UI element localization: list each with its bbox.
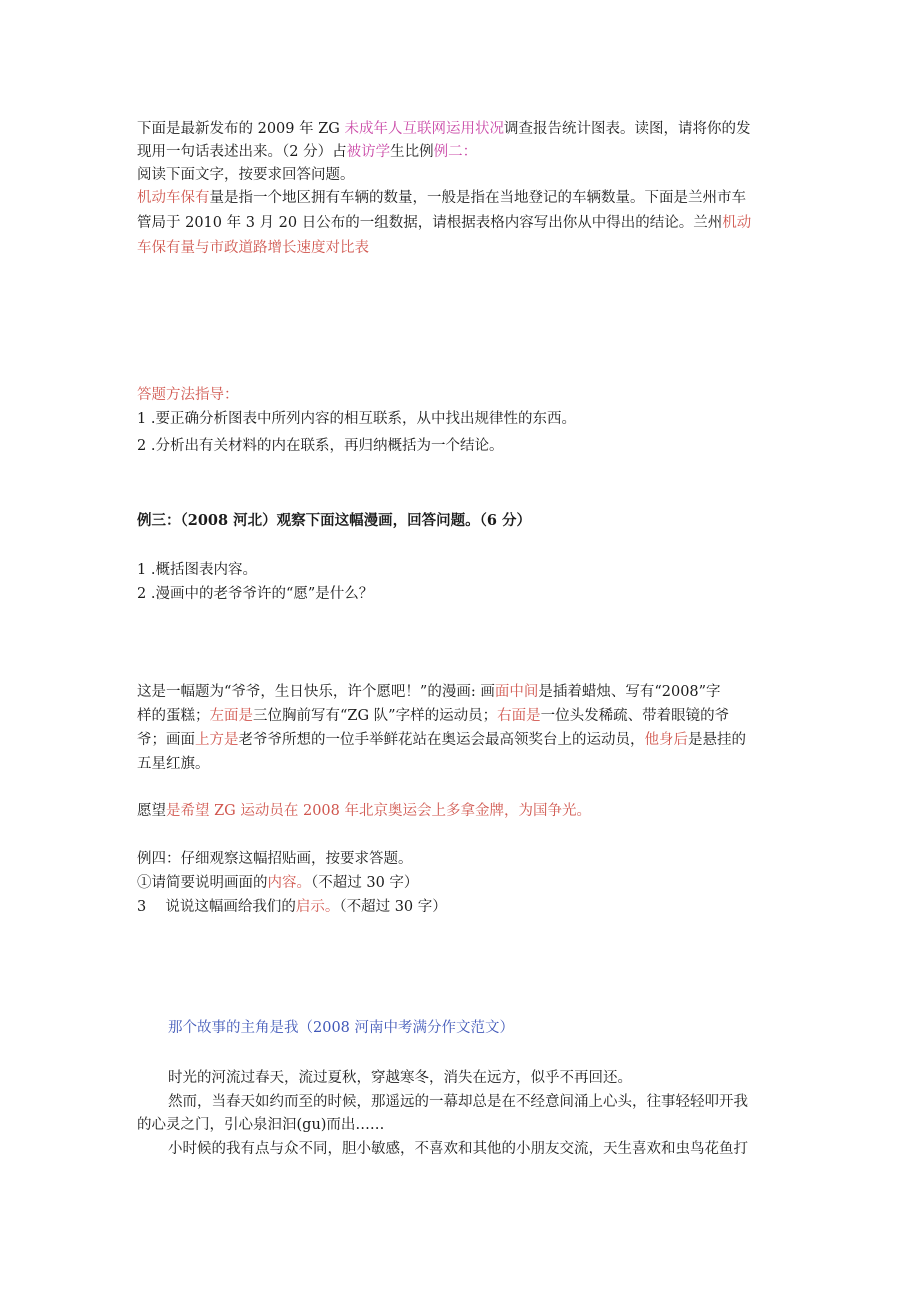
example-3-question-1: 1 .概括图表内容。 — [137, 562, 257, 578]
example-3-wish: 愿望是希望 ZG 运动员在 2008 年北京奥运会上多拿金牌，为国争光。 — [137, 803, 591, 819]
example-3-answer-line-3: 爷；画面上方是老爷爷所想的一位手举鲜花站在奥运会最高领奖台上的运动员，他身后是悬挂的 — [137, 732, 746, 748]
essay-title: 那个故事的主角是我（2008 河南中考满分作文范文） — [168, 1020, 515, 1036]
essay-paragraph-3: 小时候的我有点与众不同，胆小敏感，不喜欢和其他的小朋友交流，天生喜欢和虫鸟花鱼打 — [168, 1141, 748, 1157]
example-4-question-2: 3 说说这幅画给我们的启示。（不超过 30 字） — [137, 899, 447, 915]
example-4-title: 例四：仔细观察这幅招贴画，按要求答题。 — [137, 851, 413, 867]
example-3-question-2: 2 .漫画中的老爷爷许的“愿”是什么？ — [137, 586, 374, 602]
example-3-answer-line-2: 样的蛋糕；左面是三位胸前写有“ZG 队”字样的运动员；右面是一位头发稀疏、带着眼镜的爷 — [137, 708, 730, 724]
example-two-label: 例二： — [433, 144, 478, 160]
example-4-question-1: ①请简要说明画面的内容。（不超过 30 字） — [137, 875, 419, 891]
essay-paragraph-1: 时光的河流过春天，流过夏秋，穿越寒冬，消失在远方，似乎不再回还。 — [168, 1070, 632, 1086]
intro-line-5: 管局于 2010 年 3 月 20 日公布的一组数据，请根据表格内容写出你从中得出的结论。兰州机动 — [137, 215, 752, 231]
example-3-title: 例三：（2008 河北）观察下面这幅漫画，回答问题。（6 分） — [137, 512, 532, 529]
essay-paragraph-2-line-1: 然而，当春天如约而至的时候，那遥远的一幕却总是在不经意间涌上心头，往事轻轻叩开我 — [168, 1094, 748, 1110]
example-3-answer-line-1: 这是一幅题为“爷爷，生日快乐，许个愿吧！”的漫画: 画面中间是插着蜡烛、写有“2008”字 — [137, 684, 721, 700]
intro-line-2: 现用一句话表述出来。（2 分）占被访学生比例例二： — [137, 144, 478, 160]
table-caption: 车保有量与市政道路增长速度对比表 — [137, 240, 369, 256]
intro-line-3: 阅读下面文字，按要求回答问题。 — [137, 167, 355, 183]
method-title: 答题方法指导： — [137, 387, 239, 403]
method-item-2: 2 .分析出有关材料的内在联系，再归纳概括为一个结论。 — [137, 438, 504, 454]
example-3-answer-line-4: 五星红旗。 — [137, 756, 210, 772]
method-item-1: 1 .要正确分析图表中所列内容的相互联系，从中找出规律性的东西。 — [137, 411, 576, 427]
intro-line-4: 机动车保有量是指一个地区拥有车辆的数量，一般是指在当地登记的车辆数量。下面是兰州市车 — [137, 190, 746, 206]
highlight-phrase: 未成年人互联网运用状况 — [344, 121, 504, 137]
intro-line-1: 下面是最新发布的 2009 年 ZG 未成年人互联网运用状况调查报告统计图表。读图，请将你的发 — [137, 121, 751, 137]
essay-paragraph-2-line-2: 的心灵之门，引心泉汩汩(gu)而出…… — [137, 1117, 385, 1133]
